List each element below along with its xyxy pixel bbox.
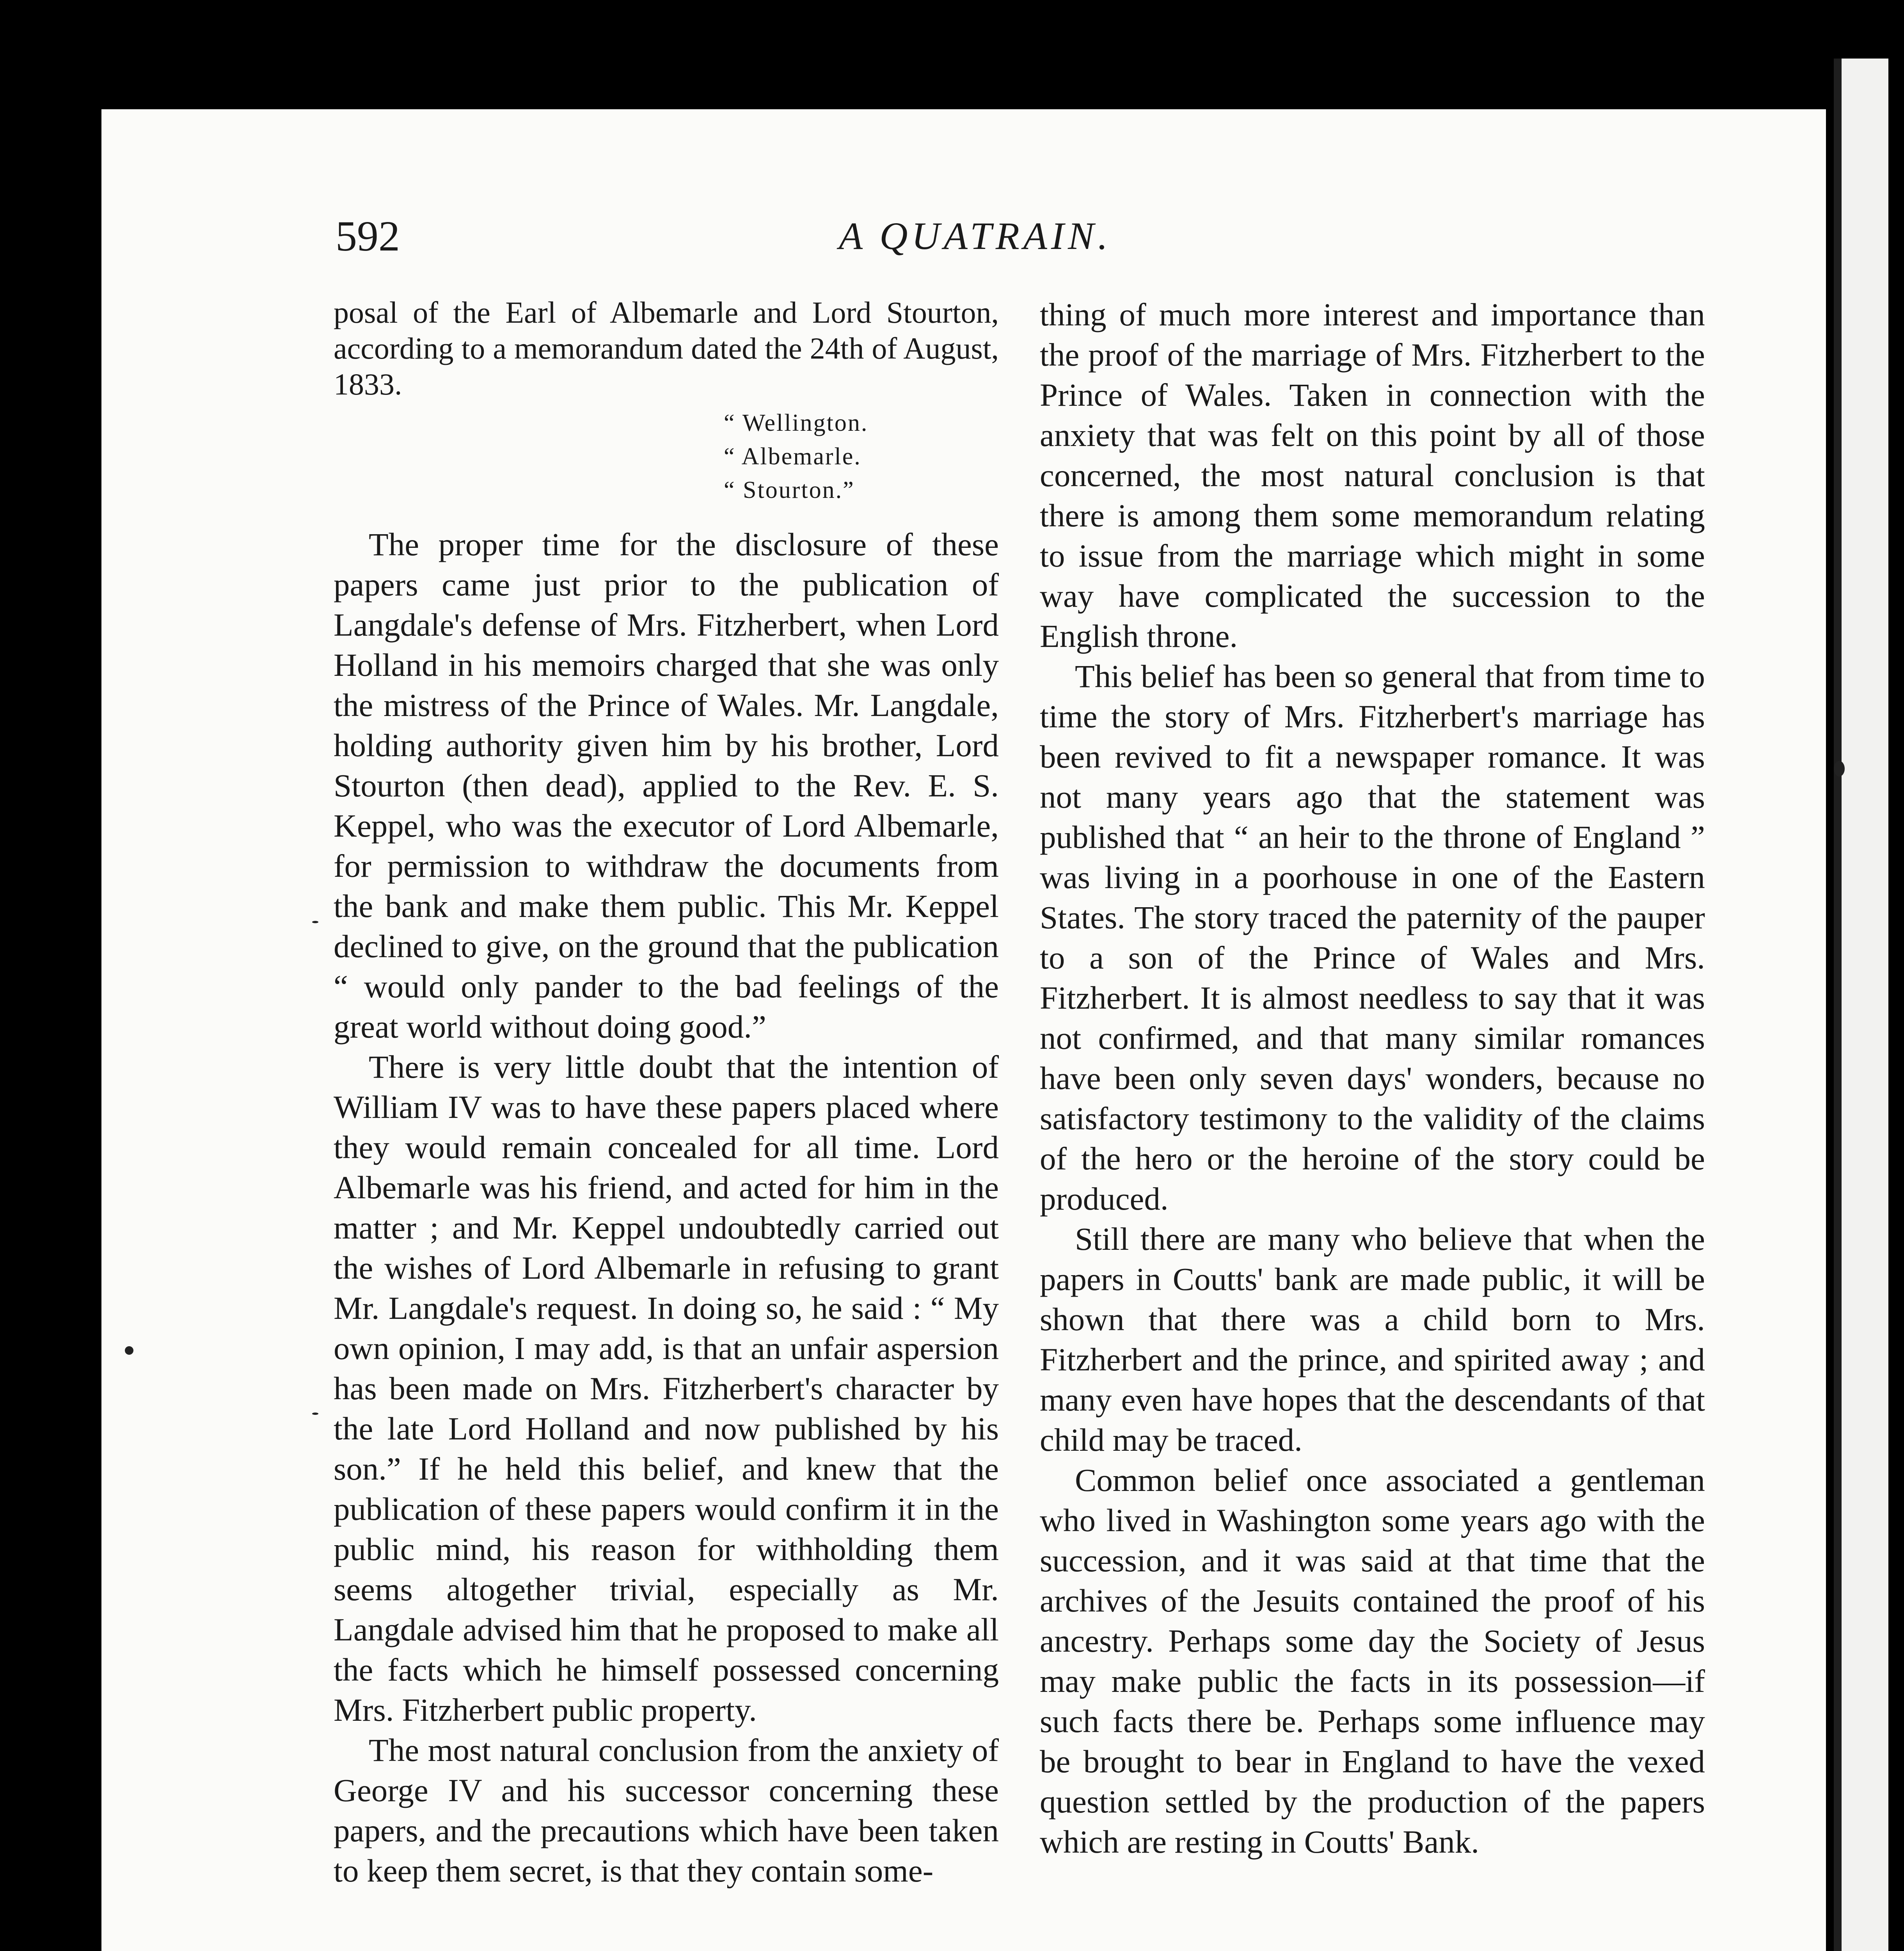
right-opening-paragraph: thing of much more interest and importance than the proof of the marriage of Mrs. Fitzherbert to the Prince of Wales. Taken in connection with the anxiety that was felt on this point by all of those concerned, the most natural conclusion is that there is among them some memorandum relating to issue from the marriage which might in some way have complicated the succession to the English throne. bbox=[1040, 297, 1705, 654]
margin-speck bbox=[125, 1346, 133, 1355]
signature-stourton: “ Stourton.” bbox=[724, 477, 855, 503]
margin-speck bbox=[1834, 761, 1845, 776]
left-opening-paragraph: posal of the Earl of Albemarle and Lord Stourton, according to a memorandum dated the 24th of August, 1833. bbox=[334, 295, 999, 401]
right-paragraph: This belief has been so general that from time to time the story of Mrs. Fitzherbert's marriage has been revived to fit a newspaper romance. It was not many years ago that the statement was published that “ an heir to the throne of England ” was living in a poorhouse in one of the Eastern States. The story traced the paternity of the pauper to a son of the Prince of Wales and Mrs. Fitzherbert. It is almost needless to say that it was not confirmed, and that many similar romances have been only seven days' wonders, because no satisfactory testimony to the validity of the claims of the hero or the heroine of the story could be produced. bbox=[1040, 658, 1705, 1217]
right-paragraph: Common belief once associated a gentleman who lived in Washington some years ago with the succession, and it was said at that time that the archives of the Jesuits contained the proof of his ancestry. Perhaps some day the Society of Jesus may make public the facts in its possession—if such facts there be. Perhaps some influence may be brought to bear in England to have the vexed question settled by the production of the papers which are resting in Coutts' Bank. bbox=[1040, 1462, 1705, 1860]
running-title: A QUATRAIN. bbox=[839, 214, 1112, 258]
signature-wellington: “ Wellington. bbox=[724, 410, 869, 436]
margin-speck bbox=[312, 921, 318, 923]
running-head bbox=[332, 211, 1744, 261]
facing-page-edge bbox=[1834, 59, 1888, 1951]
signature-block bbox=[334, 406, 999, 507]
left-paragraph: There is very little doubt that the intention of William IV was to have these papers placed where they would remain concealed for all time. Lord Albemarle was his friend, and acted for him in the matter ; and Mr. Keppel undoubtedly carried out the wishes of Lord Albemarle in refusing to grant Mr. Langdale's request. In doing so, he said : “ My own opinion, I may add, is that an unfair aspersion has been made on Mrs. Fitzherbert's character by the late Lord Holland and now published by his son.” If he held this belief, and knew that the publication of these papers would confirm it in the public mind, his reason for withholding them seems altogether trivial, especially as Mr. Langdale advised him that he proposed to make all the facts which he himself possessed concerning Mrs. Fitzherbert public property. bbox=[334, 1049, 999, 1728]
margin-speck bbox=[312, 1413, 318, 1415]
left-paragraph: The proper time for the disclosure of these papers came just prior to the publication of Langdale's defense of Mrs. Fitzherbert, when Lord Holland in his memoirs charged that she was only the mistress of the Prince of Wales. Mr. Langdale, holding authority given him by his brother, Lord Stourton (then dead), applied to the Rev. E. S. Keppel, who was the executor of Lord Albemarle, for permission to withdraw the documents from the bank and make them public. This Mr. Keppel declined to give, on the ground that the publication “ would only pander to the bad feelings of the great world without doing good.” bbox=[334, 526, 999, 1045]
right-paragraph: Still there are many who believe that when the papers in Coutts' bank are made public, it will be shown that there was a child born to Mrs. Fitzherbert and the prince, and spirited away ; and many even have hopes that the descendants of that child may be traced. bbox=[1040, 1221, 1705, 1458]
right-column bbox=[1040, 295, 1705, 1862]
signature-albemarle: “ Albemarle. bbox=[724, 443, 861, 470]
left-paragraph: The most natural conclusion from the anxiety of George IV and his successor concerning these papers, and the precautions which have been taken to keep them secret, is that they contain some- bbox=[334, 1732, 999, 1889]
page-number: 592 bbox=[336, 212, 400, 260]
left-column bbox=[334, 295, 999, 1891]
